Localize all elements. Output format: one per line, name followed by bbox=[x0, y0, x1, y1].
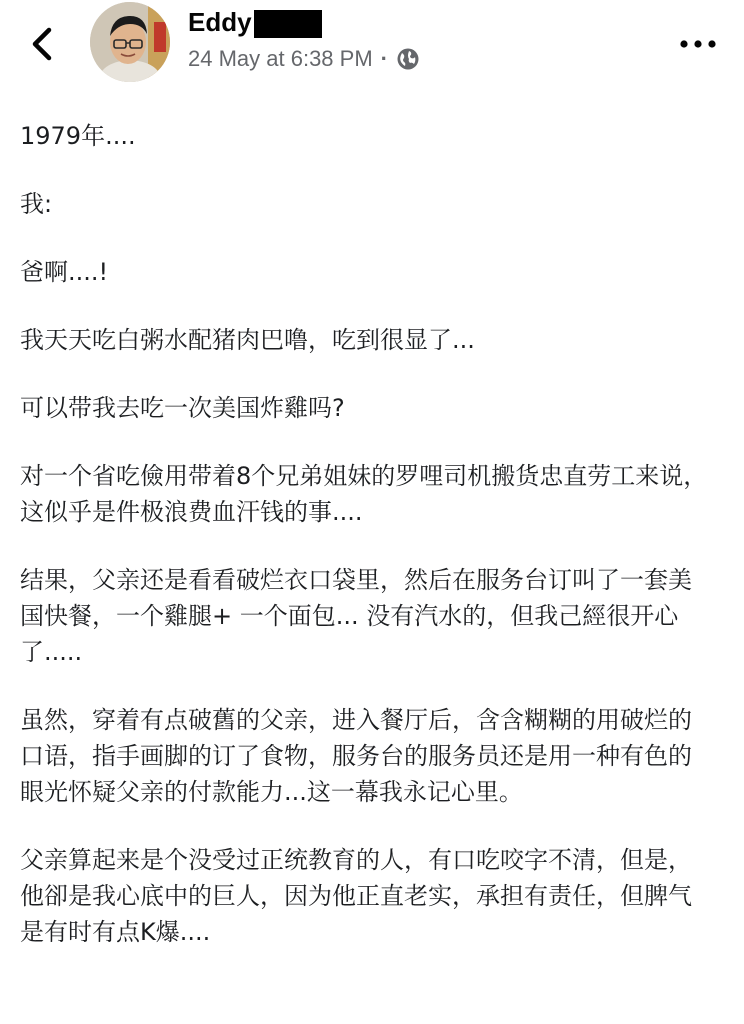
post-paragraph: 爸啊....! bbox=[20, 258, 109, 286]
post-paragraph: 父亲算起来是个没受过正统教育的人，有口吃咬字不清，但是，他卻是我心底中的巨人，因为他正直老实，承担有责任，但脾气是有时有点K爆.... bbox=[20, 846, 692, 946]
author-name[interactable]: Eddy bbox=[188, 7, 252, 37]
meta-separator: · bbox=[380, 46, 388, 71]
post-paragraph: 结果，父亲还是看看破烂衣口袋里，然后在服务台订叫了一套美国快餐，一个雞腿+ 一个面包... 没有汽水的，但我己經很开心了..... bbox=[20, 566, 692, 666]
post-paragraph: 可以带我去吃一次美国炸雞吗? bbox=[20, 394, 345, 422]
post-header bbox=[0, 0, 744, 100]
avatar[interactable] bbox=[90, 2, 170, 82]
more-options-button[interactable] bbox=[676, 30, 720, 58]
post-paragraph: 虽然，穿着有点破舊的父亲，进入餐厅后，含含糊糊的用破烂的口语，指手画脚的订了食物，服务台的服务员还是用一种有色的眼光怀疑父亲的付款能力...这一幕我永记心里。 bbox=[20, 706, 692, 806]
post-paragraph: 我天天吃白粥水配猪肉巴噜，吃到很显了... bbox=[20, 326, 475, 354]
globe-icon[interactable] bbox=[396, 47, 420, 71]
back-button[interactable] bbox=[22, 24, 62, 64]
post-paragraph: 对一个省吃儉用带着8个兄弟姐妹的罗哩司机搬货忠直劳工来说，这似乎是件极浪费血汗钱的事.... bbox=[20, 462, 708, 526]
post-timestamp[interactable]: 24 May at 6:38 PM bbox=[188, 46, 373, 71]
post-paragraph: 我: bbox=[20, 190, 53, 218]
post-meta bbox=[188, 44, 420, 74]
chevron-left-icon bbox=[29, 26, 55, 62]
more-horizontal-icon bbox=[678, 39, 718, 49]
post-body bbox=[20, 118, 710, 1016]
profile-photo bbox=[90, 2, 170, 82]
redaction-bar bbox=[254, 10, 322, 38]
post-paragraph: 1979年.... bbox=[20, 122, 136, 150]
